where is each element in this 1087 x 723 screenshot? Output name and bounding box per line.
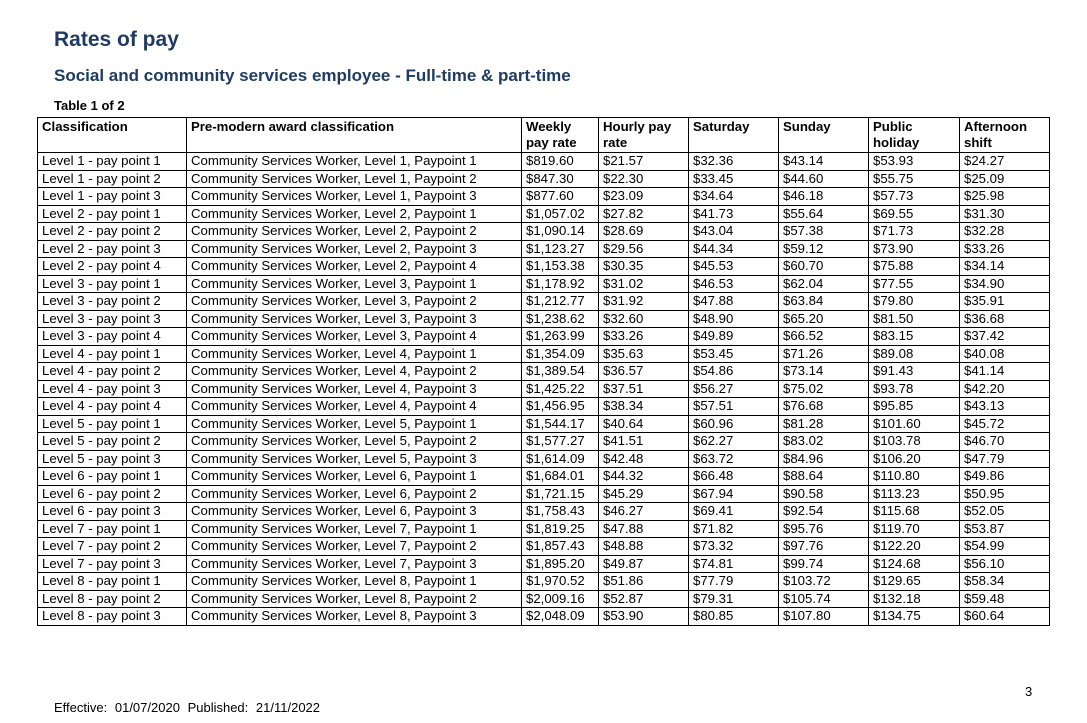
sunday-cell: $103.72 — [779, 573, 869, 591]
classification-cell: Level 8 - pay point 1 — [38, 573, 187, 591]
table-row — [38, 485, 1050, 503]
table-row — [38, 450, 1050, 468]
sunday-cell: $59.12 — [779, 240, 869, 258]
afternoon-shift-cell: $34.14 — [960, 258, 1050, 276]
pre-modern-cell: Community Services Worker, Level 2, Paypoint 1 — [187, 205, 522, 223]
page-subtitle: Social and community services employee - Full-time & part-time — [54, 66, 571, 85]
saturday-cell: $41.73 — [689, 205, 779, 223]
afternoon-shift-cell: $56.10 — [960, 555, 1050, 573]
afternoon-shift-cell: $37.42 — [960, 328, 1050, 346]
afternoon-shift-cell: $41.14 — [960, 363, 1050, 381]
pre-modern-cell: Community Services Worker, Level 8, Paypoint 2 — [187, 590, 522, 608]
page-number: 3 — [1025, 684, 1033, 699]
column-header-afternoon-shift: Afternoon shift — [960, 118, 1050, 153]
hourly-rate-cell: $51.86 — [599, 573, 689, 591]
public-holiday-cell: $79.80 — [869, 293, 960, 311]
public-holiday-cell: $73.90 — [869, 240, 960, 258]
table-row — [38, 380, 1050, 398]
saturday-cell: $32.36 — [689, 153, 779, 171]
pre-modern-cell: Community Services Worker, Level 2, Paypoint 2 — [187, 223, 522, 241]
classification-cell: Level 2 - pay point 3 — [38, 240, 187, 258]
sunday-cell: $60.70 — [779, 258, 869, 276]
saturday-cell: $60.96 — [689, 415, 779, 433]
saturday-cell: $71.82 — [689, 520, 779, 538]
afternoon-shift-cell: $58.34 — [960, 573, 1050, 591]
hourly-rate-cell: $29.56 — [599, 240, 689, 258]
weekly-rate-cell: $1,577.27 — [522, 433, 599, 451]
weekly-rate-cell: $1,684.01 — [522, 468, 599, 486]
hourly-rate-cell: $28.69 — [599, 223, 689, 241]
rates-table — [37, 117, 1050, 626]
public-holiday-cell: $110.80 — [869, 468, 960, 486]
hourly-rate-cell: $31.02 — [599, 275, 689, 293]
hourly-rate-cell: $40.64 — [599, 415, 689, 433]
public-holiday-cell: $81.50 — [869, 310, 960, 328]
column-header-pre-modern: Pre-modern award classification — [187, 118, 522, 153]
weekly-rate-cell: $2,009.16 — [522, 590, 599, 608]
saturday-cell: $63.72 — [689, 450, 779, 468]
pre-modern-cell: Community Services Worker, Level 1, Paypoint 3 — [187, 188, 522, 206]
weekly-rate-cell: $1,758.43 — [522, 503, 599, 521]
classification-cell: Level 1 - pay point 1 — [38, 153, 187, 171]
afternoon-shift-cell: $53.87 — [960, 520, 1050, 538]
classification-cell: Level 5 - pay point 3 — [38, 450, 187, 468]
sunday-cell: $90.58 — [779, 485, 869, 503]
public-holiday-cell: $71.73 — [869, 223, 960, 241]
sunday-cell: $92.54 — [779, 503, 869, 521]
sunday-cell: $107.80 — [779, 608, 869, 626]
classification-cell: Level 2 - pay point 1 — [38, 205, 187, 223]
classification-cell: Level 6 - pay point 1 — [38, 468, 187, 486]
afternoon-shift-cell: $42.20 — [960, 380, 1050, 398]
hourly-rate-cell: $46.27 — [599, 503, 689, 521]
afternoon-shift-cell: $60.64 — [960, 608, 1050, 626]
published-label: Published: — [187, 700, 249, 715]
weekly-rate-cell: $847.30 — [522, 170, 599, 188]
afternoon-shift-cell: $25.09 — [960, 170, 1050, 188]
public-holiday-cell: $132.18 — [869, 590, 960, 608]
saturday-cell: $80.85 — [689, 608, 779, 626]
afternoon-shift-cell: $50.95 — [960, 485, 1050, 503]
public-holiday-cell: $129.65 — [869, 573, 960, 591]
public-holiday-cell: $53.93 — [869, 153, 960, 171]
weekly-rate-cell: $1,354.09 — [522, 345, 599, 363]
page-title: Rates of pay — [54, 28, 179, 51]
table-row — [38, 310, 1050, 328]
weekly-rate-cell: $1,456.95 — [522, 398, 599, 416]
table-row — [38, 240, 1050, 258]
afternoon-shift-cell: $46.70 — [960, 433, 1050, 451]
classification-cell: Level 5 - pay point 1 — [38, 415, 187, 433]
classification-cell: Level 4 - pay point 4 — [38, 398, 187, 416]
hourly-rate-cell: $52.87 — [599, 590, 689, 608]
public-holiday-cell: $57.73 — [869, 188, 960, 206]
afternoon-shift-cell: $24.27 — [960, 153, 1050, 171]
public-holiday-cell: $55.75 — [869, 170, 960, 188]
classification-cell: Level 7 - pay point 1 — [38, 520, 187, 538]
table-row — [38, 590, 1050, 608]
public-holiday-cell: $95.85 — [869, 398, 960, 416]
table-header — [38, 118, 1050, 153]
saturday-cell: $49.89 — [689, 328, 779, 346]
pre-modern-cell: Community Services Worker, Level 3, Paypoint 4 — [187, 328, 522, 346]
saturday-cell: $67.94 — [689, 485, 779, 503]
saturday-cell: $54.86 — [689, 363, 779, 381]
classification-cell: Level 5 - pay point 2 — [38, 433, 187, 451]
classification-cell: Level 6 - pay point 3 — [38, 503, 187, 521]
classification-cell: Level 7 - pay point 3 — [38, 555, 187, 573]
hourly-rate-cell: $53.90 — [599, 608, 689, 626]
table-row — [38, 573, 1050, 591]
published-date: 21/11/2022 — [255, 700, 321, 715]
afternoon-shift-cell: $35.91 — [960, 293, 1050, 311]
sunday-cell: $43.14 — [779, 153, 869, 171]
hourly-rate-cell: $36.57 — [599, 363, 689, 381]
pre-modern-cell: Community Services Worker, Level 8, Paypoint 3 — [187, 608, 522, 626]
saturday-cell: $47.88 — [689, 293, 779, 311]
public-holiday-cell: $119.70 — [869, 520, 960, 538]
table-row — [38, 363, 1050, 381]
hourly-rate-cell: $31.92 — [599, 293, 689, 311]
sunday-cell: $75.02 — [779, 380, 869, 398]
table-row — [38, 608, 1050, 626]
weekly-rate-cell: $1,895.20 — [522, 555, 599, 573]
classification-cell: Level 4 - pay point 2 — [38, 363, 187, 381]
saturday-cell: $44.34 — [689, 240, 779, 258]
saturday-cell: $46.53 — [689, 275, 779, 293]
saturday-cell: $43.04 — [689, 223, 779, 241]
hourly-rate-cell: $32.60 — [599, 310, 689, 328]
weekly-rate-cell: $1,614.09 — [522, 450, 599, 468]
afternoon-shift-cell: $59.48 — [960, 590, 1050, 608]
weekly-rate-cell: $1,123.27 — [522, 240, 599, 258]
hourly-rate-cell: $49.87 — [599, 555, 689, 573]
pre-modern-cell: Community Services Worker, Level 3, Paypoint 2 — [187, 293, 522, 311]
footer — [54, 700, 324, 715]
weekly-rate-cell: $1,425.22 — [522, 380, 599, 398]
weekly-rate-cell: $1,238.62 — [522, 310, 599, 328]
weekly-rate-cell: $1,212.77 — [522, 293, 599, 311]
column-header-weekly: Weekly pay rate — [522, 118, 599, 153]
pre-modern-cell: Community Services Worker, Level 4, Paypoint 3 — [187, 380, 522, 398]
table-row — [38, 503, 1050, 521]
header-row — [38, 118, 1050, 153]
pre-modern-cell: Community Services Worker, Level 5, Paypoint 3 — [187, 450, 522, 468]
saturday-cell: $48.90 — [689, 310, 779, 328]
table-body — [38, 153, 1050, 626]
weekly-rate-cell: $2,048.09 — [522, 608, 599, 626]
sunday-cell: $84.96 — [779, 450, 869, 468]
afternoon-shift-cell: $54.99 — [960, 538, 1050, 556]
sunday-cell: $65.20 — [779, 310, 869, 328]
public-holiday-cell: $91.43 — [869, 363, 960, 381]
hourly-rate-cell: $44.32 — [599, 468, 689, 486]
sunday-cell: $105.74 — [779, 590, 869, 608]
sunday-cell: $95.76 — [779, 520, 869, 538]
public-holiday-cell: $101.60 — [869, 415, 960, 433]
effective-label: Effective: — [54, 700, 108, 715]
table-row — [38, 223, 1050, 241]
classification-cell: Level 8 - pay point 2 — [38, 590, 187, 608]
hourly-rate-cell: $48.88 — [599, 538, 689, 556]
hourly-rate-cell: $47.88 — [599, 520, 689, 538]
table-row — [38, 555, 1050, 573]
classification-cell: Level 1 - pay point 2 — [38, 170, 187, 188]
table-row — [38, 293, 1050, 311]
pre-modern-cell: Community Services Worker, Level 3, Paypoint 3 — [187, 310, 522, 328]
classification-cell: Level 2 - pay point 4 — [38, 258, 187, 276]
column-header-hourly: Hourly pay rate — [599, 118, 689, 153]
sunday-cell: $66.52 — [779, 328, 869, 346]
pre-modern-cell: Community Services Worker, Level 2, Paypoint 3 — [187, 240, 522, 258]
saturday-cell: $79.31 — [689, 590, 779, 608]
sunday-cell: $44.60 — [779, 170, 869, 188]
hourly-rate-cell: $22.30 — [599, 170, 689, 188]
afternoon-shift-cell: $47.79 — [960, 450, 1050, 468]
afternoon-shift-cell: $34.90 — [960, 275, 1050, 293]
classification-cell: Level 7 - pay point 2 — [38, 538, 187, 556]
pre-modern-cell: Community Services Worker, Level 1, Paypoint 1 — [187, 153, 522, 171]
public-holiday-cell: $103.78 — [869, 433, 960, 451]
table-caption: Table 1 of 2 — [54, 98, 125, 113]
classification-cell: Level 3 - pay point 4 — [38, 328, 187, 346]
hourly-rate-cell: $38.34 — [599, 398, 689, 416]
public-holiday-cell: $69.55 — [869, 205, 960, 223]
table-row — [38, 468, 1050, 486]
saturday-cell: $53.45 — [689, 345, 779, 363]
saturday-cell: $77.79 — [689, 573, 779, 591]
public-holiday-cell: $122.20 — [869, 538, 960, 556]
sunday-cell: $71.26 — [779, 345, 869, 363]
sunday-cell: $63.84 — [779, 293, 869, 311]
hourly-rate-cell: $42.48 — [599, 450, 689, 468]
public-holiday-cell: $75.88 — [869, 258, 960, 276]
public-holiday-cell: $77.55 — [869, 275, 960, 293]
pre-modern-cell: Community Services Worker, Level 4, Paypoint 1 — [187, 345, 522, 363]
public-holiday-cell: $106.20 — [869, 450, 960, 468]
public-holiday-cell: $113.23 — [869, 485, 960, 503]
table-row — [38, 258, 1050, 276]
saturday-cell: $62.27 — [689, 433, 779, 451]
column-header-saturday: Saturday — [689, 118, 779, 153]
weekly-rate-cell: $1,263.99 — [522, 328, 599, 346]
sunday-cell: $81.28 — [779, 415, 869, 433]
saturday-cell: $69.41 — [689, 503, 779, 521]
afternoon-shift-cell: $31.30 — [960, 205, 1050, 223]
hourly-rate-cell: $37.51 — [599, 380, 689, 398]
pre-modern-cell: Community Services Worker, Level 6, Paypoint 2 — [187, 485, 522, 503]
column-header-public-holiday: Public holiday — [869, 118, 960, 153]
public-holiday-cell: $89.08 — [869, 345, 960, 363]
sunday-cell: $46.18 — [779, 188, 869, 206]
classification-cell: Level 8 - pay point 3 — [38, 608, 187, 626]
pre-modern-cell: Community Services Worker, Level 6, Paypoint 1 — [187, 468, 522, 486]
column-header-classification: Classification — [38, 118, 187, 153]
pre-modern-cell: Community Services Worker, Level 5, Paypoint 2 — [187, 433, 522, 451]
pre-modern-cell: Community Services Worker, Level 4, Paypoint 4 — [187, 398, 522, 416]
table-row — [38, 328, 1050, 346]
saturday-cell: $57.51 — [689, 398, 779, 416]
weekly-rate-cell: $1,057.02 — [522, 205, 599, 223]
sunday-cell: $99.74 — [779, 555, 869, 573]
table-row — [38, 275, 1050, 293]
hourly-rate-cell: $45.29 — [599, 485, 689, 503]
public-holiday-cell: $124.68 — [869, 555, 960, 573]
classification-cell: Level 1 - pay point 3 — [38, 188, 187, 206]
classification-cell: Level 2 - pay point 2 — [38, 223, 187, 241]
weekly-rate-cell: $1,544.17 — [522, 415, 599, 433]
sunday-cell: $55.64 — [779, 205, 869, 223]
saturday-cell: $66.48 — [689, 468, 779, 486]
classification-cell: Level 3 - pay point 3 — [38, 310, 187, 328]
hourly-rate-cell: $23.09 — [599, 188, 689, 206]
classification-cell: Level 4 - pay point 1 — [38, 345, 187, 363]
pre-modern-cell: Community Services Worker, Level 6, Paypoint 3 — [187, 503, 522, 521]
weekly-rate-cell: $1,819.25 — [522, 520, 599, 538]
sunday-cell: $57.38 — [779, 223, 869, 241]
hourly-rate-cell: $41.51 — [599, 433, 689, 451]
pre-modern-cell: Community Services Worker, Level 4, Paypoint 2 — [187, 363, 522, 381]
table-row — [38, 153, 1050, 171]
table-row — [38, 433, 1050, 451]
hourly-rate-cell: $35.63 — [599, 345, 689, 363]
afternoon-shift-cell: $49.86 — [960, 468, 1050, 486]
sunday-cell: $73.14 — [779, 363, 869, 381]
saturday-cell: $74.81 — [689, 555, 779, 573]
public-holiday-cell: $93.78 — [869, 380, 960, 398]
public-holiday-cell: $115.68 — [869, 503, 960, 521]
weekly-rate-cell: $1,970.52 — [522, 573, 599, 591]
saturday-cell: $73.32 — [689, 538, 779, 556]
pre-modern-cell: Community Services Worker, Level 7, Paypoint 2 — [187, 538, 522, 556]
afternoon-shift-cell: $52.05 — [960, 503, 1050, 521]
saturday-cell: $34.64 — [689, 188, 779, 206]
saturday-cell: $45.53 — [689, 258, 779, 276]
table-row — [38, 520, 1050, 538]
weekly-rate-cell: $1,153.38 — [522, 258, 599, 276]
hourly-rate-cell: $33.26 — [599, 328, 689, 346]
pre-modern-cell: Community Services Worker, Level 7, Paypoint 1 — [187, 520, 522, 538]
weekly-rate-cell: $1,857.43 — [522, 538, 599, 556]
hourly-rate-cell: $21.57 — [599, 153, 689, 171]
weekly-rate-cell: $1,721.15 — [522, 485, 599, 503]
afternoon-shift-cell: $40.08 — [960, 345, 1050, 363]
classification-cell: Level 3 - pay point 2 — [38, 293, 187, 311]
saturday-cell: $33.45 — [689, 170, 779, 188]
sunday-cell: $62.04 — [779, 275, 869, 293]
column-header-sunday: Sunday — [779, 118, 869, 153]
table-row — [38, 415, 1050, 433]
afternoon-shift-cell: $36.68 — [960, 310, 1050, 328]
weekly-rate-cell: $877.60 — [522, 188, 599, 206]
pre-modern-cell: Community Services Worker, Level 3, Paypoint 1 — [187, 275, 522, 293]
afternoon-shift-cell: $45.72 — [960, 415, 1050, 433]
sunday-cell: $88.64 — [779, 468, 869, 486]
public-holiday-cell: $83.15 — [869, 328, 960, 346]
pre-modern-cell: Community Services Worker, Level 5, Paypoint 1 — [187, 415, 522, 433]
pre-modern-cell: Community Services Worker, Level 1, Paypoint 2 — [187, 170, 522, 188]
weekly-rate-cell: $819.60 — [522, 153, 599, 171]
pre-modern-cell: Community Services Worker, Level 8, Paypoint 1 — [187, 573, 522, 591]
afternoon-shift-cell: $25.98 — [960, 188, 1050, 206]
pre-modern-cell: Community Services Worker, Level 7, Paypoint 3 — [187, 555, 522, 573]
pre-modern-cell: Community Services Worker, Level 2, Paypoint 4 — [187, 258, 522, 276]
classification-cell: Level 4 - pay point 3 — [38, 380, 187, 398]
afternoon-shift-cell: $43.13 — [960, 398, 1050, 416]
table-row — [38, 398, 1050, 416]
table-row — [38, 188, 1050, 206]
hourly-rate-cell: $27.82 — [599, 205, 689, 223]
weekly-rate-cell: $1,090.14 — [522, 223, 599, 241]
hourly-rate-cell: $30.35 — [599, 258, 689, 276]
weekly-rate-cell: $1,178.92 — [522, 275, 599, 293]
sunday-cell: $83.02 — [779, 433, 869, 451]
table-row — [38, 205, 1050, 223]
sunday-cell: $97.76 — [779, 538, 869, 556]
sunday-cell: $76.68 — [779, 398, 869, 416]
table-row — [38, 345, 1050, 363]
afternoon-shift-cell: $33.26 — [960, 240, 1050, 258]
weekly-rate-cell: $1,389.54 — [522, 363, 599, 381]
table-row — [38, 170, 1050, 188]
classification-cell: Level 3 - pay point 1 — [38, 275, 187, 293]
public-holiday-cell: $134.75 — [869, 608, 960, 626]
afternoon-shift-cell: $32.28 — [960, 223, 1050, 241]
effective-date: 01/07/2020 — [114, 700, 180, 715]
classification-cell: Level 6 - pay point 2 — [38, 485, 187, 503]
saturday-cell: $56.27 — [689, 380, 779, 398]
table-row — [38, 538, 1050, 556]
